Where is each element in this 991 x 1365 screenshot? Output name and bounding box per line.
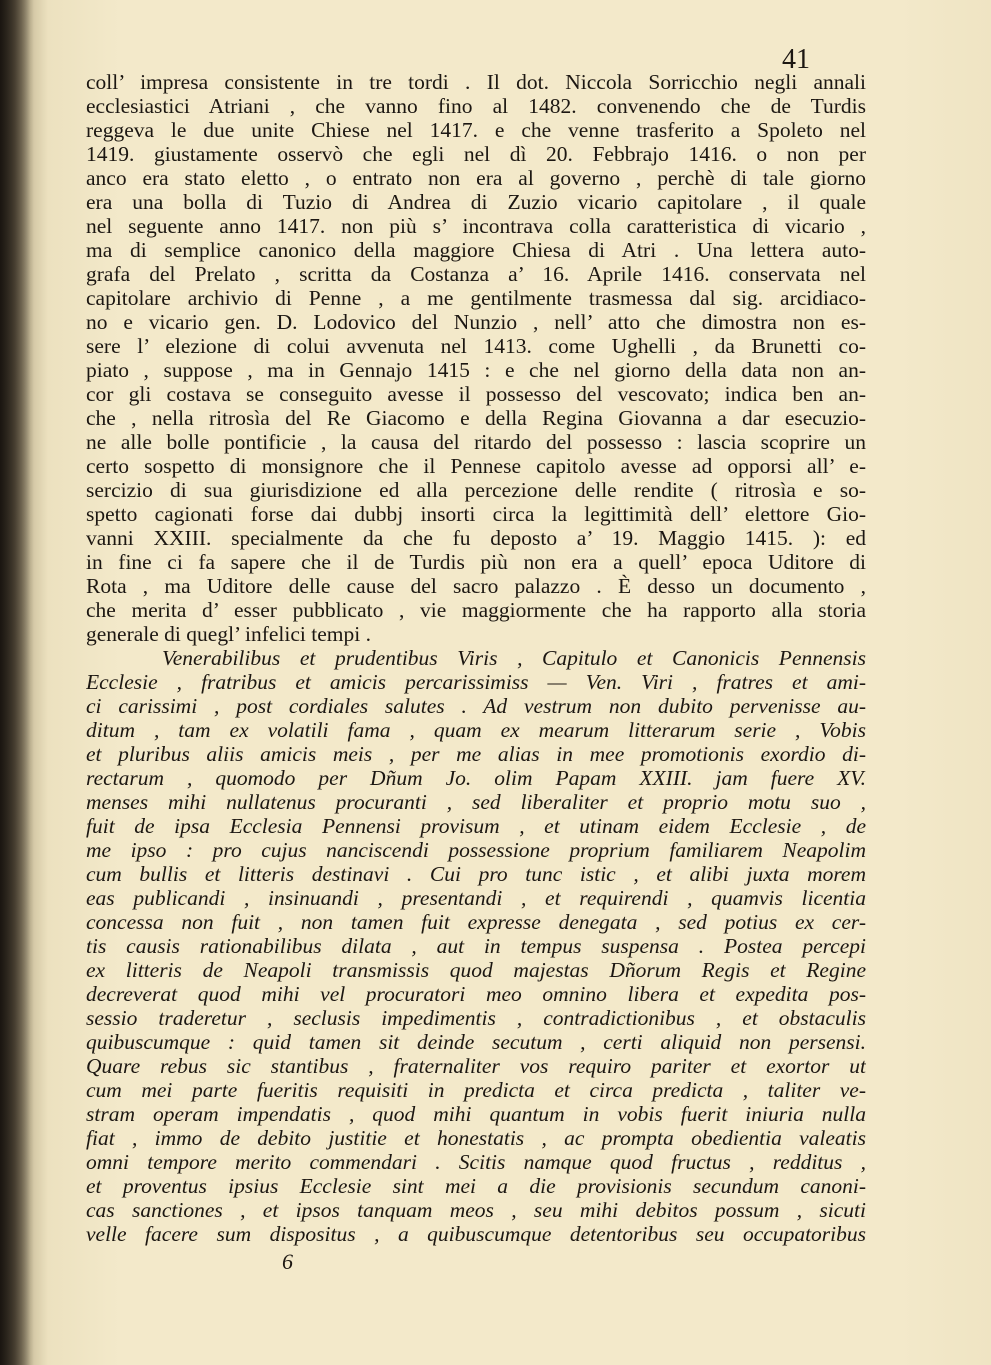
text-line: sercizio di sua giurisdizione ed alla percezione delle rendite ( ritrosìa e so- (86, 478, 866, 502)
text-line: 1419. giustamente osservò che egli nel dì 20. Febbrajo 1416. o non per (86, 142, 866, 166)
text-line: ma di semplice canonico della maggiore Chiesa di Atri . Una lettera auto- (86, 238, 866, 262)
letter-line: rectarum , quomodo per Dñum Jo. olim Papam XXIII. jam fuere XV. (86, 766, 866, 790)
letter-line: ci carissimi , post cordiales salutes . Ad vestrum non dubito pervenisse au- (86, 694, 866, 718)
binding-gutter (0, 0, 34, 1365)
text-line: spetto cagionati forse dai dubbj insorti circa la legittimità dell’ elettore Gio- (86, 502, 866, 526)
text-line: piato , suppose , ma in Gennajo 1415 : e che nel giorno della data non an- (86, 358, 866, 382)
body-text (86, 70, 866, 1246)
letter-line: concessa non fuit , non tamen fuit expresse denegata , sed potius ex cer- (86, 910, 866, 934)
text-line: Rota , ma Uditore delle cause del sacro palazzo . È desso un documento , (86, 574, 866, 598)
letter-line: ditum , tam ex volatili fama , quam ex mearum litterarum serie , Vobis (86, 718, 866, 742)
text-line: in fine ci fa sapere che il de Turdis più non era a quell’ epoca Uditore di (86, 550, 866, 574)
letter-line: menses mihi nullatenus procuranti , sed liberaliter et proprio motu suo , (86, 790, 866, 814)
letter-line: omni tempore merito commendari . Scitis namque quod fructus , redditus , (86, 1150, 866, 1174)
letter-line: me ipso : pro cujus nanciscendi possessione proprium familiarem Neapolim (86, 838, 866, 862)
letter-line: Quare rebus sic stantibus , fraternaliter vos requiro pariter et exortor ut (86, 1054, 866, 1078)
text-line: coll’ impresa consistente in tre tordi . Il dot. Niccola Sorricchio negli annali (86, 70, 866, 94)
signature-mark: 6 (282, 1249, 293, 1274)
letter-line: Venerabilibus et prudentibus Viris , Capitulo et Canonicis Pennensis (162, 646, 866, 670)
text-line: ecclesiastici Atriani , che vanno fino al 1482. convenendo che de Turdis (86, 94, 866, 118)
text-line: che , nella ritrosìa del Re Giacomo e della Regina Giovanna a dar esecuzio- (86, 406, 866, 430)
letter-line: sessio traderetur , seclusis impedimentis , contradictionibus , et obstaculis (86, 1006, 866, 1030)
text-line: ne alle bolle pontificie , la causa del ritardo del possesso : lascia scoprire un (86, 430, 866, 454)
page-number: 41 (782, 44, 810, 75)
letter-line: fuit de ipsa Ecclesia Pennensi provisum , et utinam eidem Ecclesie , de (86, 814, 866, 838)
letter-line: et pluribus aliis amicis meis , per me alias in mee promotionis exordio di- (86, 742, 866, 766)
text-line: reggeva le due unite Chiese nel 1417. e che venne trasferito a Spoleto nel (86, 118, 866, 142)
text-line: anco era stato eletto , o entrato non era al governo , perchè di tale giorno (86, 166, 866, 190)
letter-line: fiat , immo de debito justitie et honestatis , ac prompta obedientia valeatis (86, 1126, 866, 1150)
text-line: certo sospetto di monsignore che il Pennese capitolo avesse ad opporsi all’ e- (86, 454, 866, 478)
letter-line: velle facere sum dispositus , a quibuscumque detentoribus seu occupatoribus (86, 1222, 866, 1246)
text-line: generale di quegl’ infelici tempi . (86, 622, 371, 646)
letter-line: decreverat quod mihi vel procuratori meo omnino libera et expedita pos- (86, 982, 866, 1006)
text-line: sere l’ elezione di colui avvenuta nel 1413. come Ughelli , da Brunetti co- (86, 334, 866, 358)
letter-line: quibuscumque : quid tamen sit deinde secutum , certi aliquid non persensi. (86, 1030, 866, 1054)
text-line: grafa del Prelato , scritta da Costanza a’ 16. Aprile 1416. conservata nel (86, 262, 866, 286)
letter-line: et proventus ipsius Ecclesie sint mei a die provisionis secundum canoni- (86, 1174, 866, 1198)
text-line: cor gli costava se conseguito avesse il possesso del vescovato; indica ben an- (86, 382, 866, 406)
letter-line: stram operam impendatis , quod mihi quantum in vobis fuerit iniuria nulla (86, 1102, 866, 1126)
letter-line: ex litteris de Neapoli transmissis quod majestas Dñorum Regis et Regine (86, 958, 866, 982)
text-line: no e vicario gen. D. Lodovico del Nunzio , nell’ atto che dimostra non es- (86, 310, 866, 334)
text-line: era una bolla di Tuzio di Andrea di Zuzio vicario capitolare , il quale (86, 190, 866, 214)
letter-line: cas sanctiones , et ipsos tanquam meos , seu mihi debitos possum , sicuti (86, 1198, 866, 1222)
letter-line: tis causis rationabilibus dilata , aut in tempus suspensa . Postea percepi (86, 934, 866, 958)
letter-line: eas publicandi , insinuandi , presentandi , et requirendi , quamvis licentia (86, 886, 866, 910)
text-line: nel seguente anno 1417. non più s’ incontrava colla caratteristica di vicario , (86, 214, 866, 238)
letter-line: Ecclesie , fratribus et amicis percarissimiss — Ven. Viri , fratres et ami- (86, 670, 866, 694)
text-line: che merita d’ esser pubblicato , vie maggiormente che ha rapporto alla storia (86, 598, 866, 622)
letter-line: cum mei parte fueritis requisiti in predicta et circa predicta , taliter ve- (86, 1078, 866, 1102)
text-line: vanni XXIII. specialmente da che fu deposto a’ 19. Maggio 1415. ): ed (86, 526, 866, 550)
text-line: capitolare archivio di Penne , a me gentilmente trasmessa dal sig. arcidiaco- (86, 286, 866, 310)
letter-line: cum bullis et litteris destinavi . Cui pro tunc istic , et alibi juxta morem (86, 862, 866, 886)
